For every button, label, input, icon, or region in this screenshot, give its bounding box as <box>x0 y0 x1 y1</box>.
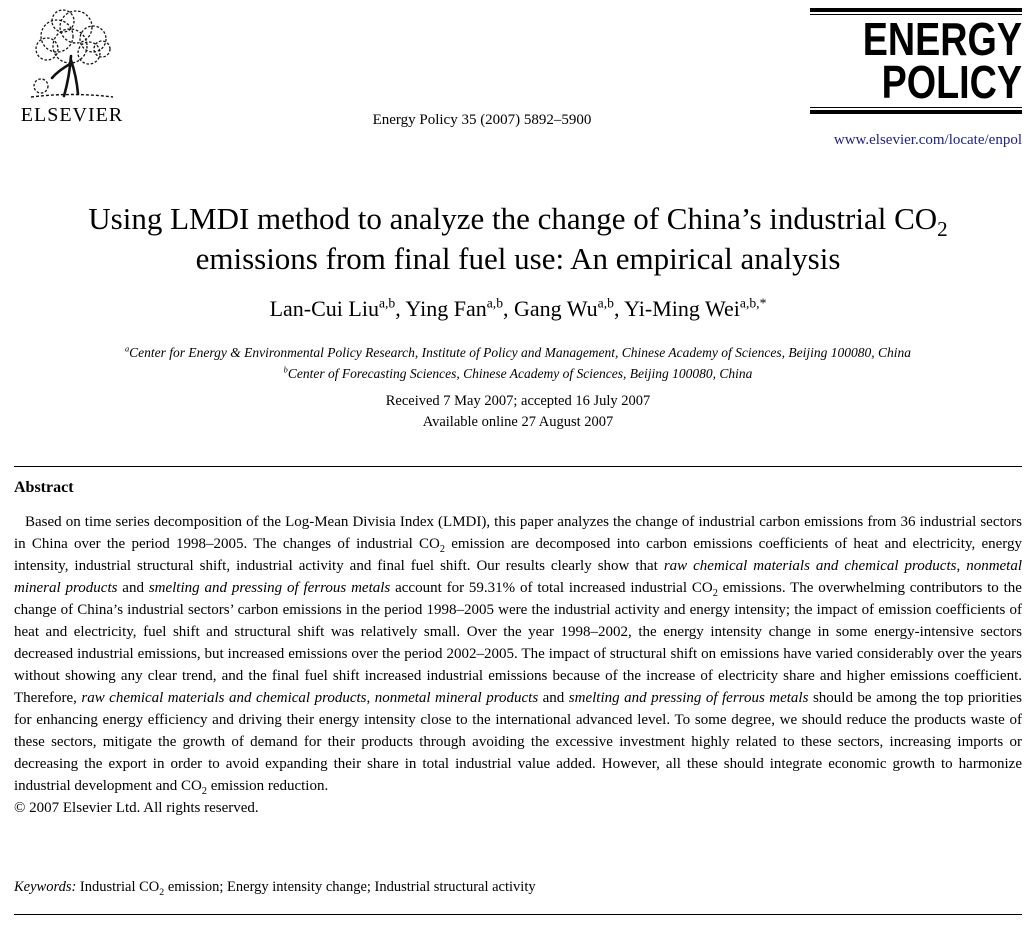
abstract-heading: Abstract <box>14 479 74 496</box>
journal-name-line2: POLICY <box>881 56 1022 109</box>
keywords-line: Keywords: Industrial $CO_2$ emission; Energy intensity change; Industrial structural activity <box>14 879 536 898</box>
affiliations-block <box>0 343 1036 385</box>
energy-policy-logo <box>810 8 1022 114</box>
journal-url-link[interactable]: www.elsevier.com/locate/enpol <box>833 132 1022 148</box>
journal-citation: Energy Policy 35 (2007) 5892–5900 <box>372 112 592 128</box>
copyright-line: © 2007 Elsevier Ltd. All rights reserved. <box>14 800 259 816</box>
logo-rule-bottom-thick <box>810 110 1022 114</box>
elsevier-logo <box>14 6 130 127</box>
dates-block <box>0 391 1036 433</box>
article-title: Using LMDI method to analyze the change of China’s industrial $CO_2$ emissions from final fuel use: An empirical analysis <box>88 201 948 276</box>
affiliation-b: $^b$Center of Forecasting Sciences, Chinese Academy of Sciences, Beijing 100080, China <box>283 365 753 381</box>
bottom-rule <box>14 914 1022 915</box>
top-rule <box>14 466 1022 467</box>
affiliation-a: $^a$Center for Energy & Environmental Policy Research, Institute of Policy and Management, Chinese Academy of Sciences, Beijing 100080, China <box>124 344 911 360</box>
elsevier-tree-icon <box>19 6 125 104</box>
available-online-line: Available online 27 August 2007 <box>422 414 614 431</box>
abstract-body <box>14 511 1022 819</box>
received-line: Received 7 May 2007; accepted 16 July 2007 <box>385 393 651 409</box>
publisher-name: ELSEVIER <box>20 104 124 126</box>
logo-rule-top-thick <box>810 8 1022 12</box>
authors-line: Lan-Cui Liu$^{a,b}$, Ying Fan$^{a,b}$, Gang Wu$^{a,b}$, Yi-Ming Wei$^{a,b,*}$ <box>269 295 767 321</box>
journal-name-line1: ENERGY <box>862 13 1022 65</box>
abstract-text: Based on time series decomposition of the Log-Mean Divisia Index (LMDI), this paper analyzes the change of industrial carbon emissions from 36 industrial sectors in China over the period 1998–2005. The changes of industrial $CO_2$ emission are decomposed into carbon emissions coefficients of heat and electricity, energy intensity, industrial structural shift, industrial activity and final fuel shift. Our results clearly show that raw chemical materials and chemical products, nonmetal mineral products and smelting and pressing of ferrous metals account for 59.31% of total increased industrial $CO_2$ emissions. The overwhelming contributors to the change of China’s industrial sectors’ carbon emissions in the period 1998–2005 were the industrial activity and energy intensity; the impact of emission coefficients of heat and electricity, fuel shift and structural shift was relatively small. Over the year 1998–2002, the energy intensity change in some energy-intensive sectors decreased industrial emissions, but increased emissions over the period 2002–2005. The impact of structural shift on emissions have varied considerably over the years without showing any clear trend, and the final fuel shift increased industrial emissions because of the increase of electricity share and higher emissions coefficient. Therefore, raw chemical materials and chemical products, nonmetal mineral products and smelting and pressing of ferrous metals should be among the top priorities for enhancing energy efficiency and driving their energy intensity close to the international advanced level. To some degree, we should reduce the products waste of these sectors, mitigate the growth of demand for their products through avoiding the excessive investment highly related to these sectors, increasing imports or decreasing the export in order to avoid expanding their share in total industrial value added. However, all these should integrate economic growth to harmonize industrial development and $CO_2$ emission reduction. <box>14 514 1023 797</box>
